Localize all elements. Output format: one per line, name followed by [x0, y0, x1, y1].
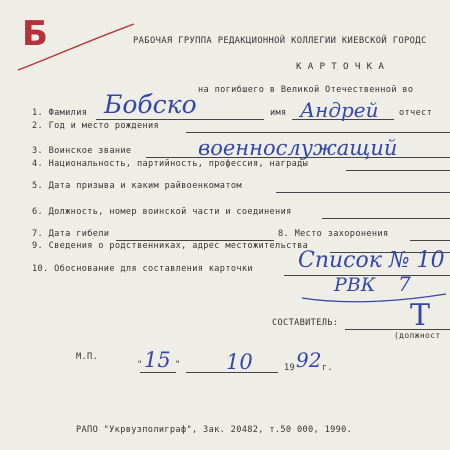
field-label-nationality: 4. Национальность, партийность, профессия, награды	[32, 159, 309, 169]
conscription-line	[276, 192, 450, 193]
card-subtitle: на погибшего в Великой Отечественной во	[198, 85, 414, 95]
basis-value-line2: РВК	[334, 274, 376, 296]
organization-heading: РАБОЧАЯ ГРУППА РЕДАКЦИОННОЙ КОЛЛЕГИИ КИЕВСКОЙ ГОРОДС	[133, 36, 427, 46]
seal-label: М.П.	[76, 352, 99, 362]
field-label-basis: 10. Обоснование для составления карточки	[32, 264, 253, 274]
date-open-quote: "	[137, 360, 143, 370]
surname-value: Бобско	[104, 90, 197, 119]
position-line	[322, 218, 450, 219]
field-label-patronymic: отчест	[399, 108, 433, 118]
burial-line	[410, 240, 450, 241]
field-label-conscription: 5. Дата призыва и каким райвоенкоматом	[32, 181, 242, 191]
date-year-abbr: г.	[322, 363, 334, 373]
corner-mark-text: Б	[22, 14, 48, 54]
field-label-surname: 1. Фамилия	[32, 108, 88, 118]
printing-imprint: РАПО "Укрвузполиграф", Зак. 20482, т.50 000, 1990.	[76, 425, 353, 435]
date-year-suffix: 92	[296, 348, 322, 372]
date-day: 15	[144, 348, 171, 372]
birth-line	[186, 132, 450, 133]
field-label-birth: 2. Год и место рождения	[32, 121, 160, 131]
card-title: К А Р Т О Ч К А	[296, 61, 385, 72]
field-label-rank: 3. Воинское звание	[32, 146, 132, 156]
nationality-line	[346, 170, 450, 171]
date-year-prefix: 19	[284, 363, 296, 373]
field-label-name: имя	[270, 108, 287, 118]
field-label-burial: 8. Место захоронения	[278, 229, 389, 239]
field-label-death-date: 7. Дата гибели	[32, 229, 110, 239]
field-label-relatives: 9. Сведения о родственниках, адрес местожительства	[32, 241, 309, 251]
surname-line	[96, 119, 264, 120]
name-value: Андрей	[300, 98, 379, 122]
basis-value: Список № 10	[298, 248, 445, 273]
compiler-signature: Т	[410, 298, 431, 333]
day-line	[140, 372, 176, 373]
date-close-quote: "	[175, 360, 181, 370]
rank-value: военнослужащий	[198, 136, 398, 160]
field-label-position: 6. Должность, номер воинской части и соединения	[32, 207, 292, 217]
compiler-note: (должност	[394, 331, 441, 340]
compiler-line	[345, 329, 450, 330]
basis-mark: 7	[398, 272, 411, 296]
date-month: 10	[226, 350, 253, 374]
compiler-label: СОСТАВИТЕЛЬ:	[272, 318, 339, 328]
